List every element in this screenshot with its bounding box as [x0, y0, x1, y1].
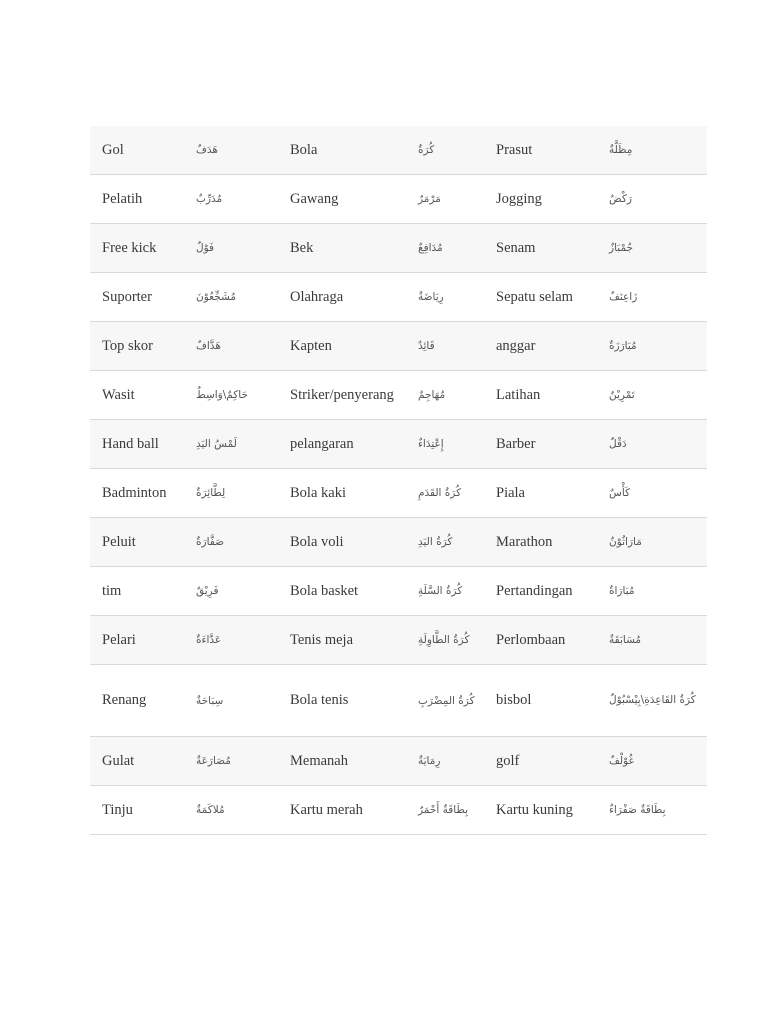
indonesian-term-cell: bisbol — [484, 665, 597, 737]
arabic-term-cell: بِطَاقَةٌ أَحْمَرٌ — [406, 786, 484, 835]
arabic-term-cell: رِمَايَةٌ — [406, 737, 484, 786]
arabic-term-cell: كُرَةٌ — [406, 126, 484, 175]
indonesian-term-cell: Bola kaki — [278, 469, 406, 518]
arabic-term-cell: جُمْبَازٌ — [597, 224, 707, 273]
indonesian-term-cell: Top skor — [90, 322, 184, 371]
indonesian-term-cell: Latihan — [484, 371, 597, 420]
table-row — [90, 518, 707, 567]
arabic-term-cell: سِبَاحَةٌ — [184, 665, 278, 737]
arabic-term-cell: مُبَارَاةٌ — [597, 567, 707, 616]
indonesian-term-cell: Wasit — [90, 371, 184, 420]
indonesian-term-cell: Bola — [278, 126, 406, 175]
arabic-term-cell: غُوْلْفٌ — [597, 737, 707, 786]
arabic-term-cell: كُرَةُ القَاعِدَةِ\بِيْسْبُوْلٌ — [597, 665, 707, 737]
indonesian-term-cell: Gawang — [278, 175, 406, 224]
arabic-term-cell: مُصَارَعَةٌ — [184, 737, 278, 786]
arabic-term-cell: قَائِدٌ — [406, 322, 484, 371]
arabic-term-cell: حَاكِمٌ\وَاسِطٌ — [184, 371, 278, 420]
arabic-term-cell: مُشَجِّعُوْنَ — [184, 273, 278, 322]
indonesian-term-cell: Memanah — [278, 737, 406, 786]
indonesian-term-cell: Badminton — [90, 469, 184, 518]
arabic-term-cell: مِظَلَّةٌ — [597, 126, 707, 175]
vocabulary-table — [90, 126, 707, 835]
arabic-term-cell: هَدَّافٌ — [184, 322, 278, 371]
indonesian-term-cell: Piala — [484, 469, 597, 518]
indonesian-term-cell: Peluit — [90, 518, 184, 567]
arabic-term-cell: لَمْسُ اليَدِ — [184, 420, 278, 469]
indonesian-term-cell: Bek — [278, 224, 406, 273]
arabic-term-cell: كُرَةُ الطَّاوِلَةِ — [406, 616, 484, 665]
arabic-term-cell: كَأْسٌ — [597, 469, 707, 518]
arabic-term-cell: كُرَةُ القَدَمِ — [406, 469, 484, 518]
arabic-term-cell: كُرَةُ المِضْرَبِ — [406, 665, 484, 737]
indonesian-term-cell: Gulat — [90, 737, 184, 786]
table-row — [90, 737, 707, 786]
table-row — [90, 126, 707, 175]
indonesian-term-cell: Marathon — [484, 518, 597, 567]
table-row — [90, 786, 707, 835]
vocabulary-table-body — [90, 126, 707, 835]
arabic-term-cell: زَاعِنَفٌ — [597, 273, 707, 322]
indonesian-term-cell: Gol — [90, 126, 184, 175]
arabic-term-cell: مُهَاجِمٌ — [406, 371, 484, 420]
indonesian-term-cell: Suporter — [90, 273, 184, 322]
indonesian-term-cell: Pertandingan — [484, 567, 597, 616]
arabic-term-cell: فَوْلٌ — [184, 224, 278, 273]
arabic-term-cell: تَمْرِيْنٌ — [597, 371, 707, 420]
indonesian-term-cell: golf — [484, 737, 597, 786]
table-row — [90, 665, 707, 737]
table-row — [90, 420, 707, 469]
arabic-term-cell: إِعْتِدَاءٌ — [406, 420, 484, 469]
indonesian-term-cell: Kapten — [278, 322, 406, 371]
arabic-term-cell: عَدَّاءَةٌ — [184, 616, 278, 665]
indonesian-term-cell: Hand ball — [90, 420, 184, 469]
arabic-term-cell: مُلاكَمَةٌ — [184, 786, 278, 835]
table-row — [90, 175, 707, 224]
indonesian-term-cell: Sepatu selam — [484, 273, 597, 322]
indonesian-term-cell: Senam — [484, 224, 597, 273]
indonesian-term-cell: Jogging — [484, 175, 597, 224]
arabic-term-cell: مُدَرِّبٌ — [184, 175, 278, 224]
indonesian-term-cell: anggar — [484, 322, 597, 371]
table-row — [90, 616, 707, 665]
indonesian-term-cell: Prasut — [484, 126, 597, 175]
table-row — [90, 322, 707, 371]
indonesian-term-cell: Perlombaan — [484, 616, 597, 665]
indonesian-term-cell: Bola tenis — [278, 665, 406, 737]
indonesian-term-cell: Bola basket — [278, 567, 406, 616]
indonesian-term-cell: Pelatih — [90, 175, 184, 224]
arabic-term-cell: دَقْلٌ — [597, 420, 707, 469]
arabic-term-cell: رَكْضٌ — [597, 175, 707, 224]
arabic-term-cell: بِطَاقَةٌ صَفْرَاءٌ — [597, 786, 707, 835]
arabic-term-cell: مُبَارَزَةٌ — [597, 322, 707, 371]
arabic-term-cell: صَفَّارَةٌ — [184, 518, 278, 567]
indonesian-term-cell: Kartu merah — [278, 786, 406, 835]
indonesian-term-cell: Kartu kuning — [484, 786, 597, 835]
table-row — [90, 371, 707, 420]
indonesian-term-cell: Tinju — [90, 786, 184, 835]
indonesian-term-cell: pelangaran — [278, 420, 406, 469]
arabic-term-cell: مُدَافِعٌ — [406, 224, 484, 273]
table-row — [90, 224, 707, 273]
indonesian-term-cell: Free kick — [90, 224, 184, 273]
arabic-term-cell: لِطَّائِرَةٌ — [184, 469, 278, 518]
arabic-term-cell: مُسَابَقَةٌ — [597, 616, 707, 665]
indonesian-term-cell: Pelari — [90, 616, 184, 665]
indonesian-term-cell: Barber — [484, 420, 597, 469]
table-row — [90, 567, 707, 616]
arabic-term-cell: كُرَةُ اليَدِ — [406, 518, 484, 567]
indonesian-term-cell: Olahraga — [278, 273, 406, 322]
table-row — [90, 273, 707, 322]
table-row — [90, 469, 707, 518]
indonesian-term-cell: Tenis meja — [278, 616, 406, 665]
arabic-term-cell: كُرَةُ السَّلَةِ — [406, 567, 484, 616]
arabic-term-cell: مَارَاثُوْنٌ — [597, 518, 707, 567]
indonesian-term-cell: Bola voli — [278, 518, 406, 567]
arabic-term-cell: رِيَاضَةٌ — [406, 273, 484, 322]
indonesian-term-cell: Striker/penyerang — [278, 371, 406, 420]
arabic-term-cell: هَدَفٌ — [184, 126, 278, 175]
indonesian-term-cell: Renang — [90, 665, 184, 737]
arabic-term-cell: مَرْمَرٌ — [406, 175, 484, 224]
indonesian-term-cell: tim — [90, 567, 184, 616]
arabic-term-cell: فَرِيْقٌ — [184, 567, 278, 616]
